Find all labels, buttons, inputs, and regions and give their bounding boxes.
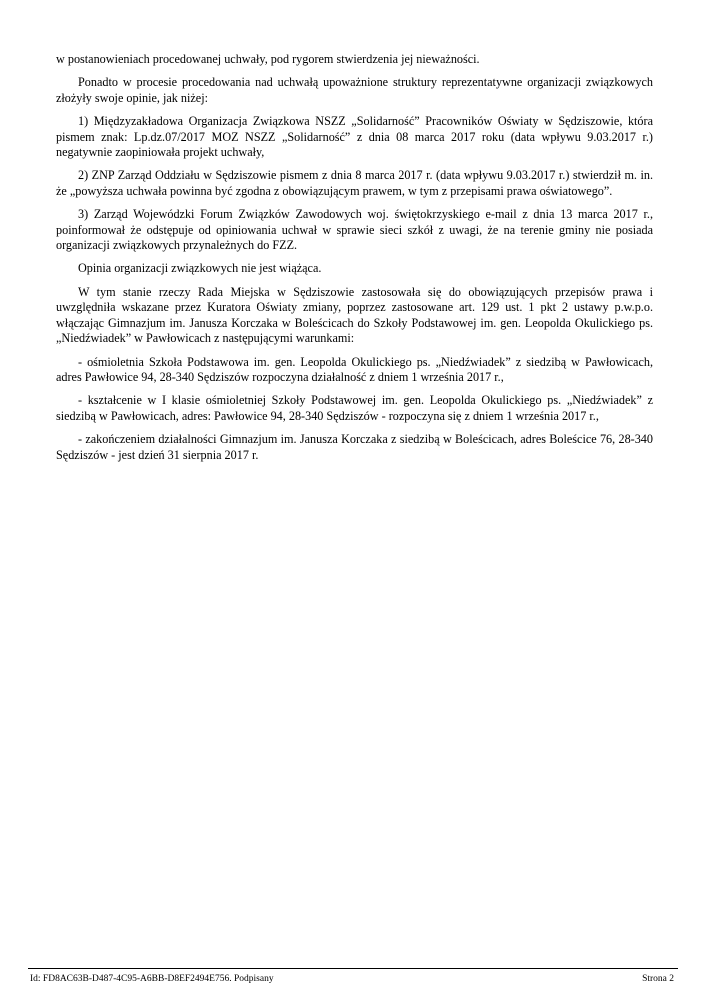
- paragraph-opinion-3: 3) Zarząd Wojewódzki Forum Związków Zawodowych woj. świętokrzyskiego e-mail z dnia 13 marca 2017 r., poinformował że odstępuje od opiniowania uchwał w sprawie sieci szkół z uwagi, że na terenie gminy nie posiada organizacji związkowych przynależnych do FZZ.: [56, 207, 653, 253]
- paragraph-condition-2: - kształcenie w I klasie ośmioletniej Szkoły Podstawowej im. gen. Leopolda Okulickiego ps. „Niedźwiadek” z siedzibą w Pawłowicach, adres: Pawłowice 94, 28-340 Sędziszów - rozpoczyna się z dniem 1 września 2017 r.,: [56, 393, 653, 423]
- footer-divider: [28, 968, 678, 969]
- paragraph-condition-1: - ośmioletnia Szkoła Podstawowa im. gen. Leopolda Okulickiego ps. „Niedźwiadek” z siedzibą w Pawłowicach, adres Pawłowice 94, 28-340 Sędziszów rozpoczyna działalność z dniem 1 września 2017 r.,: [56, 354, 653, 384]
- paragraph-union-opinions-intro: Ponadto w procesie procedowania nad uchwałą upoważnione struktury reprezentatywne organizacji związkowych złożyły swoje opinie, jak niżej:: [56, 75, 653, 105]
- footer-page-number: Strona 2: [642, 974, 674, 984]
- paragraph-opinion-2: 2) ZNP Zarząd Oddziału w Sędziszowie pismem z dnia 8 marca 2017 r. (data wpływu 9.03.2017 r.) stwierdził m. in. że „powyższa uchwała powinna być zgodna z obowiązującym prawem, w tym z przepisami prawa oświatowego”.: [56, 168, 653, 198]
- footer-document-id: Id: FD8AC63B-D487-4C95-A6BB-D8EF2494E756. Podpisany: [30, 974, 274, 984]
- paragraph-condition-3: - zakończeniem działalności Gimnazjum im. Janusza Korczaka z siedzibą w Boleścicach, adres Boleścice 76, 28-340 Sędziszów - jest dzień 31 sierpnia 2017 r.: [56, 432, 653, 462]
- paragraph-opinion-not-binding: Opinia organizacji związkowych nie jest wiążąca.: [78, 261, 322, 276]
- paragraph-opinion-1: 1) Międzyzakładowa Organizacja Związkowa NSZZ „Solidarność” Pracowników Oświaty w Sędziszowie, która pismem znak: Lp.dz.07/2017 MOZ NSZZ „Solidarność” z dnia 08 marca 2017 roku (data wpływu 9.03.2017 r.) negatywnie zaopiniowała projekt uchwały,: [56, 114, 653, 160]
- paragraph-continuation: w postanowieniach procedowanej uchwały, pod rygorem stwierdzenia jej nieważności.: [56, 52, 480, 66]
- document-body: [56, 52, 653, 471]
- paragraph-council-decision: W tym stanie rzeczy Rada Miejska w Sędziszowie zastosowała się do obowiązujących przepisów prawa i uwzględniła wskazane przez Kuratora Oświaty zmiany, poprzez zastosowane art. 129 ust. 1 pkt 2 ustawy p.w.p.o. włączając Gimnazjum im. Janusza Korczaka w Boleścicach do Szkoły Podstawowej im. gen. Leopolda Okulickiego ps. „Niedźwiadek” w Pawłowicach z następującymi warunkami:: [56, 284, 653, 346]
